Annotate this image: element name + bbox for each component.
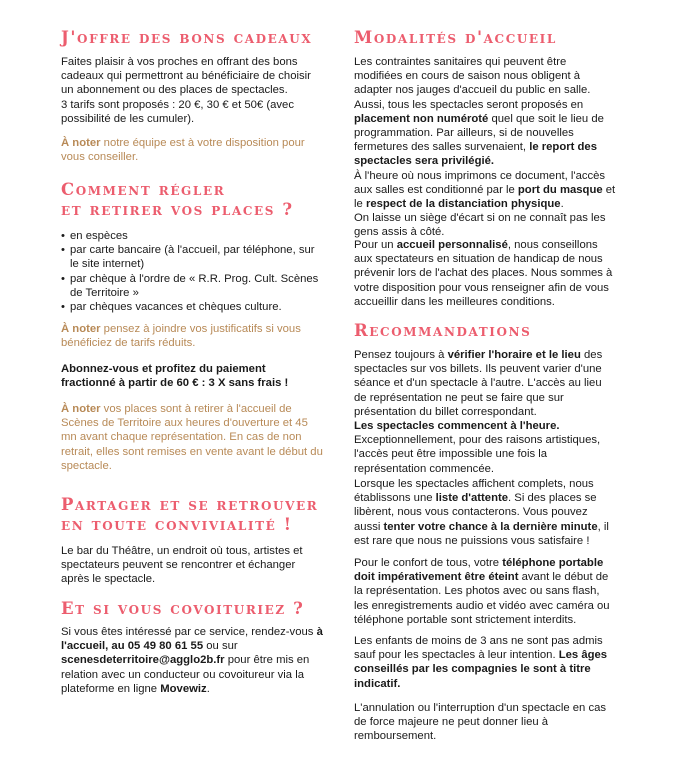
heading-partager: Partager et se retrouver en toute convivialité ! <box>61 495 319 534</box>
payment-list <box>61 229 323 314</box>
heading-recommandations: Recommandations <box>354 321 532 340</box>
abonnement-text: Abonnez-vous et profitez du paiement fractionné à partir de 60 € : 3 X sans frais ! <box>61 363 289 390</box>
list-item: • en espèces <box>61 229 323 243</box>
covoiturage-text: Si vous êtes intéressé par ce service, rendez-vous à l'accueil, au 05 49 80 61 55 ou sur scenesdeterritoire@agglo2b.fr pour être mis en relation avec un conducteur ou covoitureur via la plateforme en ligne Movewiz. <box>61 626 323 695</box>
heading-covoiturage: Et si vous covoituriez ? <box>61 599 305 618</box>
recommandations-text: Pensez toujours à vérifier l'horaire et le lieu des spectacles sur vos billets. Ils peuvent varier d'une séance et d'un spectacle à l'autre. L'accès au lieu de représentation ne peut se faire que sur présentation du billet correspondant. Les spectacles commencent à l'heure. Exceptionnellement, pour des raisons artistiques, l'accès peut être impossible une fois la représentation commencée. <box>354 349 603 475</box>
list-item: • par carte bancaire (à l'accueil, par téléphone, sur le site internet) <box>61 243 323 271</box>
annulation-text: L'annulation ou l'interruption d'un spectacle en cas de force majeure ne peut donner lieu à remboursement. <box>354 702 607 743</box>
movewiz-name: Movewiz <box>160 682 207 695</box>
heading-comment-regler: Comment régler et retirer vos places ? <box>61 180 294 219</box>
email-address: scenesdeterritoire@agglo2b.fr <box>61 654 225 667</box>
list-item: • par chèque à l'ordre de « R.R. Prog. Cult. Scènes de Territoire » <box>61 272 323 300</box>
note-conseil: À noter notre équipe est à votre disposition pour vous conseiller. <box>61 137 305 164</box>
bons-cadeaux-text: Faites plaisir à vos proches en offrant des bons cadeaux qui permettront au bénéficiaire de choisir un abonnement ou des places de spectacles. 3 tarifs sont proposés : 20 €, 30 € et 50€ (avec possibilité de les cumuler). <box>61 56 311 125</box>
liste-attente-text: Lorsque les spectacles affichent complets, nous établissons une liste d'attente. Si des places se libèrent, nous vous contacterons. Vous pouvez aussi tenter votre chance à la dernière minute, il est rare que nous ne puissions vous satisfaire ! <box>354 478 609 547</box>
modalites-text: Les contraintes sanitaires qui peuvent être modifiées en cours de saison nous obligent à adapter nos jauges d'accueil du public en salle. Aussi, tous les spectacles seront proposés en placement non numéroté quel que soit le lieu de programmation. Par ailleurs, si de nouvelles fermetures des salles survenaient, le report des spectacles sera privilégié. À l'heure où nous imprimons ce document, l'accès aux salles est conditionné par le port du masque et le respect de la distanciation physique. On laisse un siège d'écart si on ne connaît pas les gens assis à côté. <box>354 56 616 239</box>
heading-bons-cadeaux: J'offre des bons cadeaux <box>61 28 313 47</box>
note-justificatifs: À noter pensez à joindre vos justificatifs si vous bénéficiez de tarifs réduits. <box>61 323 301 350</box>
bar-text: Le bar du Théâtre, un endroit où tous, artistes et spectateurs peuvent se rencontrer et échanger après le spectacle. <box>61 545 303 586</box>
list-item: • par chèques vacances et chèques culture. <box>61 300 323 314</box>
heading-modalites: Modalités d'accueil <box>354 28 557 47</box>
accueil-personnalise-text: Pour un accueil personnalisé, nous conseillons aux spectateurs en situation de handicap de nous prévenir lors de l'achat des places. Nous sommes à votre disposition pour vous renseigner afin de vous accueillir dans les meilleures conditions. <box>354 239 613 308</box>
telephone-text: Pour le confort de tous, votre téléphone portable doit impérativement être éteint avant le début de la représentation. Les photos avec ou sans flash, les enregistrements audio et vidéo avec caméra ou téléphone portable sont strictement interdits. <box>354 557 610 626</box>
enfants-text: Les enfants de moins de 3 ans ne sont pas admis sauf pour les spectacles à leur intention. Les âges conseillés par les compagnies le sont à titre indicatif. <box>354 635 608 690</box>
phone-number: à l'accueil, au 05 49 80 61 55 <box>61 626 323 653</box>
note-retrait: À noter vos places sont à retirer à l'accueil de Scènes de Territoire aux heures d'ouverture et 45 mn avant chaque représentation. En cas de non retrait, elles sont remises en vente avant le début du spectacle. <box>61 403 323 472</box>
